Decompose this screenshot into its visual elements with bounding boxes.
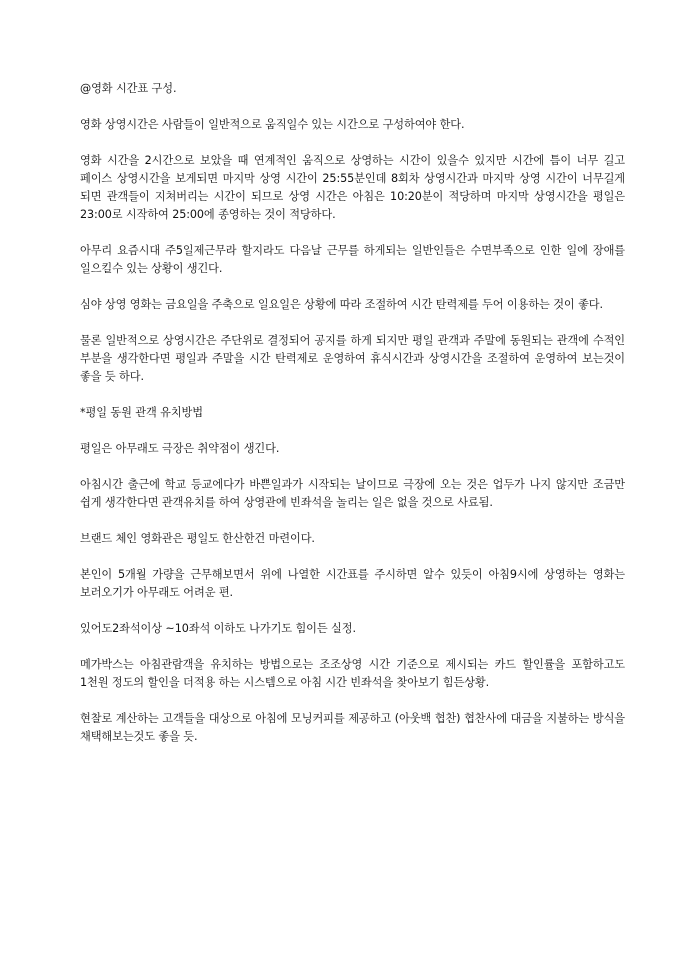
paragraph: 평일은 아무래도 극장은 취약점이 생긴다. — [80, 442, 280, 455]
paragraph: 아무리 요즘시대 주5일제근무라 할지라도 다음날 근무를 하게되는 일반인들은 수면부족으로 인한 일에 장애를 일으킬수 있는 상황이 생긴다. — [80, 244, 625, 275]
paragraph: 있어도2좌석이상 ~10좌석 이하도 나가기도 힘이든 실정. — [80, 622, 356, 635]
paragraph: 심야 상영 영화는 금요일을 주축으로 일요일은 상황에 따라 조절하여 시간 탄력제를 두어 이용하는 것이 좋다. — [80, 298, 603, 311]
paragraph: 현찰로 계산하는 고객들을 대상으로 아침에 모닝커피를 제공하고 (아웃백 협찬) 협찬사에 대금을 지불하는 방식을 채택해보는것도 좋을 듯. — [80, 712, 625, 743]
paragraph: 물론 일반적으로 상영시간은 주단위로 결정되어 공지를 하게 되지만 평일 관객과 주말에 동원되는 관객에 수적인 부분을 생각한다면 평일과 주말을 시간 탄력제로 운영하여 휴식시간과 상영시간을 조절하여 운영하여 보는것이 좋을 듯 하다. — [80, 334, 625, 383]
paragraph: 영화 시간을 2시간으로 보았을 때 연계적인 움직으로 상영하는 시간이 있을수 있지만 시간에 틈이 너무 길고 페이스 상영시간을 보게되면 마지막 상영 시간이 25:55분인데 8회차 상영시간과 마지막 상영 시간이 너무길게 되면 관객들이 지쳐버리는 시간이 되므로 상영 시간은 아침은 10:20분이 적당하며 마지막 상영시간을 평일은 23:00로 시작하여 25:00에 종영하는 것이 적당하다. — [80, 154, 625, 221]
paragraph: 아침시간 출근에 학교 등교에다가 바쁜일과가 시작되는 날이므로 극장에 오는 것은 업두가 나지 않지만 조금만 쉽게 생각한다면 관객유치를 하여 상영관에 빈좌석을 놀리는 일은 없을 것으로 사료됨. — [80, 478, 625, 509]
document-body — [80, 80, 625, 764]
paragraph: 메가박스는 아침관람객을 유치하는 방법으로는 조조상영 시간 기준으로 제시되는 카드 할인률을 포함하고도 1천원 정도의 할인을 더적용 하는 시스템으로 아침 시간 빈좌석을 찾아보기 힘든상황. — [80, 658, 625, 689]
section-heading-weekday: *평일 동원 관객 유치방법 — [80, 406, 203, 419]
paragraph: 브랜드 체인 영화관은 평일도 한산한건 마련이다. — [80, 532, 315, 545]
paragraph: 본인이 5개월 가량을 근무해보면서 위에 나열한 시간표를 주시하면 알수 있듯이 아침9시에 상영하는 영화는 보러오기가 아무래도 어려운 편. — [80, 568, 625, 599]
section-heading-schedule: @영화 시간표 구성. — [80, 82, 177, 95]
paragraph: 영화 상영시간은 사람들이 일반적으로 움직일수 있는 시간으로 구성하여야 한다. — [80, 118, 465, 131]
